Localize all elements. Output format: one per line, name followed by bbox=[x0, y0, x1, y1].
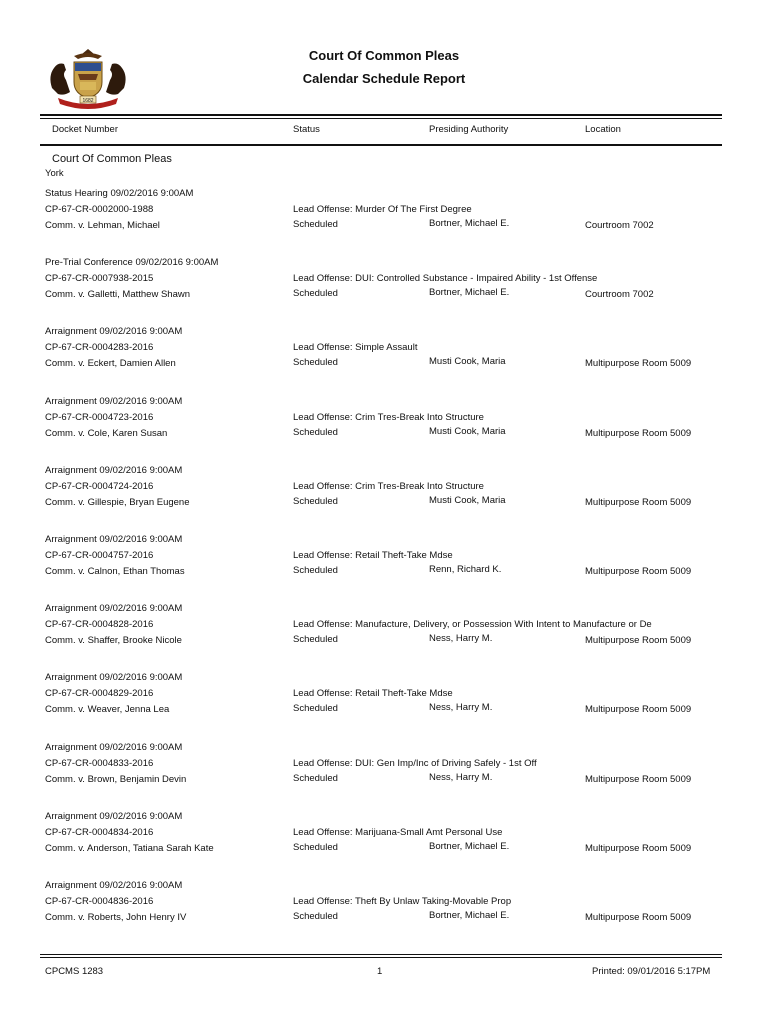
case-caption: Comm. v. Lehman, Michael bbox=[45, 220, 160, 231]
case-offense: Lead Offense: Crim Tres-Break Into Structure bbox=[293, 480, 484, 492]
case-status: Scheduled bbox=[293, 772, 338, 784]
case-offense: Lead Offense: Murder Of The First Degree bbox=[293, 204, 472, 215]
case-authority: Bortner, Michael E. bbox=[429, 840, 510, 852]
case-event: Arraignment 09/02/2016 9:00AM bbox=[45, 464, 183, 476]
case-location: Multipurpose Room 5009 bbox=[585, 566, 692, 577]
case-status: Scheduled bbox=[293, 495, 338, 507]
case-docket: CP-67-CR-0002000-1988 bbox=[45, 204, 154, 215]
case-caption: Comm. v. Eckert, Damien Allen bbox=[45, 358, 176, 370]
svg-text:1682: 1682 bbox=[82, 98, 94, 104]
case-caption: Comm. v. Brown, Benjamin Devin bbox=[45, 773, 187, 785]
case-location: Multipurpose Room 5009 bbox=[585, 842, 692, 854]
case-caption: Comm. v. Anderson, Tatiana Sarah Kate bbox=[45, 842, 214, 854]
case-docket: CP-67-CR-0004836-2016 bbox=[45, 896, 154, 907]
case-status: Scheduled bbox=[293, 426, 338, 438]
case-status: Scheduled bbox=[293, 219, 338, 230]
case-docket: CP-67-CR-0004829-2016 bbox=[45, 688, 154, 700]
case-event: Arraignment 09/02/2016 9:00AM bbox=[45, 534, 183, 545]
case-entry bbox=[0, 188, 768, 248]
col-presiding-authority: Presiding Authority bbox=[429, 124, 509, 135]
report-court-title: Court Of Common Pleas bbox=[308, 48, 460, 63]
header-top-rule bbox=[40, 114, 722, 116]
case-offense: Lead Offense: Marijuana-Small Amt Personal Use bbox=[293, 826, 503, 838]
case-location: Courtroom 7002 bbox=[585, 289, 654, 301]
case-entry bbox=[0, 326, 768, 386]
case-event: Status Hearing 09/02/2016 9:00AM bbox=[45, 188, 194, 199]
case-entry bbox=[0, 534, 768, 594]
case-event: Arraignment 09/02/2016 9:00AM bbox=[45, 741, 183, 753]
case-event: Arraignment 09/02/2016 9:00AM bbox=[45, 880, 183, 891]
case-status: Scheduled bbox=[293, 841, 338, 853]
case-location: Multipurpose Room 5009 bbox=[585, 496, 692, 508]
case-offense: Lead Offense: Retail Theft-Take Mdse bbox=[293, 688, 453, 700]
case-location: Multipurpose Room 5009 bbox=[585, 427, 692, 439]
case-entry bbox=[0, 603, 768, 663]
case-entry bbox=[0, 465, 768, 525]
case-event: Arraignment 09/02/2016 9:00AM bbox=[45, 672, 183, 684]
case-location: Multipurpose Room 5009 bbox=[585, 773, 692, 785]
footer-rule bbox=[40, 954, 722, 955]
case-entry bbox=[0, 742, 768, 802]
case-docket: CP-67-CR-0004283-2016 bbox=[45, 342, 154, 354]
case-offense: Lead Offense: Simple Assault bbox=[293, 342, 418, 354]
case-offense: Lead Offense: Manufacture, Delivery, or Possession With Intent to Manufacture or De bbox=[293, 619, 652, 631]
case-offense: Lead Offense: Retail Theft-Take Mdse bbox=[293, 550, 453, 561]
case-authority: Ness, Harry M. bbox=[429, 633, 493, 645]
case-status: Scheduled bbox=[293, 565, 338, 576]
case-event: Arraignment 09/02/2016 9:00AM bbox=[45, 395, 183, 407]
case-authority: Musti Cook, Maria bbox=[429, 356, 506, 368]
footer-rule-thin bbox=[40, 957, 722, 958]
case-location: Multipurpose Room 5009 bbox=[585, 358, 692, 370]
case-event: Arraignment 09/02/2016 9:00AM bbox=[45, 810, 183, 822]
case-docket: CP-67-CR-0004834-2016 bbox=[45, 826, 154, 838]
case-offense: Lead Offense: Crim Tres-Break Into Structure bbox=[293, 411, 484, 423]
case-entry bbox=[0, 811, 768, 871]
col-status: Status bbox=[293, 124, 320, 135]
case-authority: Bortner, Michael E. bbox=[429, 910, 510, 921]
case-entry bbox=[0, 257, 768, 317]
case-caption: Comm. v. Gillespie, Bryan Eugene bbox=[45, 496, 190, 508]
case-docket: CP-67-CR-0004833-2016 bbox=[45, 757, 154, 769]
header-bottom-rule bbox=[40, 144, 722, 146]
case-authority: Renn, Richard K. bbox=[429, 564, 502, 575]
case-entry bbox=[0, 880, 768, 940]
case-authority: Bortner, Michael E. bbox=[429, 218, 510, 229]
case-event: Arraignment 09/02/2016 9:00AM bbox=[45, 603, 183, 615]
case-status: Scheduled bbox=[293, 911, 338, 922]
case-status: Scheduled bbox=[293, 288, 338, 300]
col-docket-number: Docket Number bbox=[52, 124, 118, 135]
case-docket: CP-67-CR-0007938-2015 bbox=[45, 273, 154, 285]
case-offense: Lead Offense: DUI: Controlled Substance - Impaired Ability - 1st Offense bbox=[293, 273, 598, 285]
case-caption: Comm. v. Shaffer, Brooke Nicole bbox=[45, 635, 182, 647]
case-authority: Ness, Harry M. bbox=[429, 771, 493, 783]
printed-timestamp: Printed: 09/01/2016 5:17PM bbox=[592, 966, 711, 977]
case-docket: CP-67-CR-0004828-2016 bbox=[45, 619, 154, 631]
case-authority: Ness, Harry M. bbox=[429, 702, 493, 714]
case-caption: Comm. v. Weaver, Jenna Lea bbox=[45, 704, 170, 716]
form-id: CPCMS 1283 bbox=[45, 966, 104, 977]
court-name: Court Of Common Pleas bbox=[52, 153, 172, 165]
case-caption: Comm. v. Roberts, John Henry IV bbox=[45, 912, 187, 923]
case-entry bbox=[0, 396, 768, 456]
case-authority: Bortner, Michael E. bbox=[429, 287, 510, 299]
case-docket: CP-67-CR-0004757-2016 bbox=[45, 550, 154, 561]
case-location: Multipurpose Room 5009 bbox=[585, 704, 692, 716]
case-location: Multipurpose Room 5009 bbox=[585, 912, 692, 923]
case-docket: CP-67-CR-0004724-2016 bbox=[45, 480, 154, 492]
case-status: Scheduled bbox=[293, 703, 338, 715]
case-caption: Comm. v. Cole, Karen Susan bbox=[45, 427, 168, 439]
case-authority: Musti Cook, Maria bbox=[429, 425, 506, 437]
case-status: Scheduled bbox=[293, 357, 338, 369]
col-location: Location bbox=[585, 124, 621, 135]
case-docket: CP-67-CR-0004723-2016 bbox=[45, 411, 154, 423]
case-caption: Comm. v. Galletti, Matthew Shawn bbox=[45, 289, 191, 301]
case-caption: Comm. v. Calnon, Ethan Thomas bbox=[45, 566, 185, 577]
case-offense: Lead Offense: DUI: Gen Imp/Inc of Driving Safely - 1st Off bbox=[293, 757, 537, 769]
header-top-rule-thin bbox=[40, 118, 722, 119]
case-offense: Lead Offense: Theft By Unlaw Taking-Movable Prop bbox=[293, 896, 512, 907]
case-event: Arraignment 09/02/2016 9:00AM bbox=[45, 326, 183, 338]
case-authority: Musti Cook, Maria bbox=[429, 494, 506, 506]
case-location: Multipurpose Room 5009 bbox=[585, 635, 692, 647]
case-status: Scheduled bbox=[293, 634, 338, 646]
page-number: 1 bbox=[377, 966, 383, 977]
case-location: Courtroom 7002 bbox=[585, 220, 654, 231]
report-title: Calendar Schedule Report bbox=[302, 71, 466, 86]
county-name: York bbox=[45, 168, 64, 179]
case-event: Pre-Trial Conference 09/02/2016 9:00AM bbox=[45, 257, 219, 269]
case-entry bbox=[0, 672, 768, 732]
